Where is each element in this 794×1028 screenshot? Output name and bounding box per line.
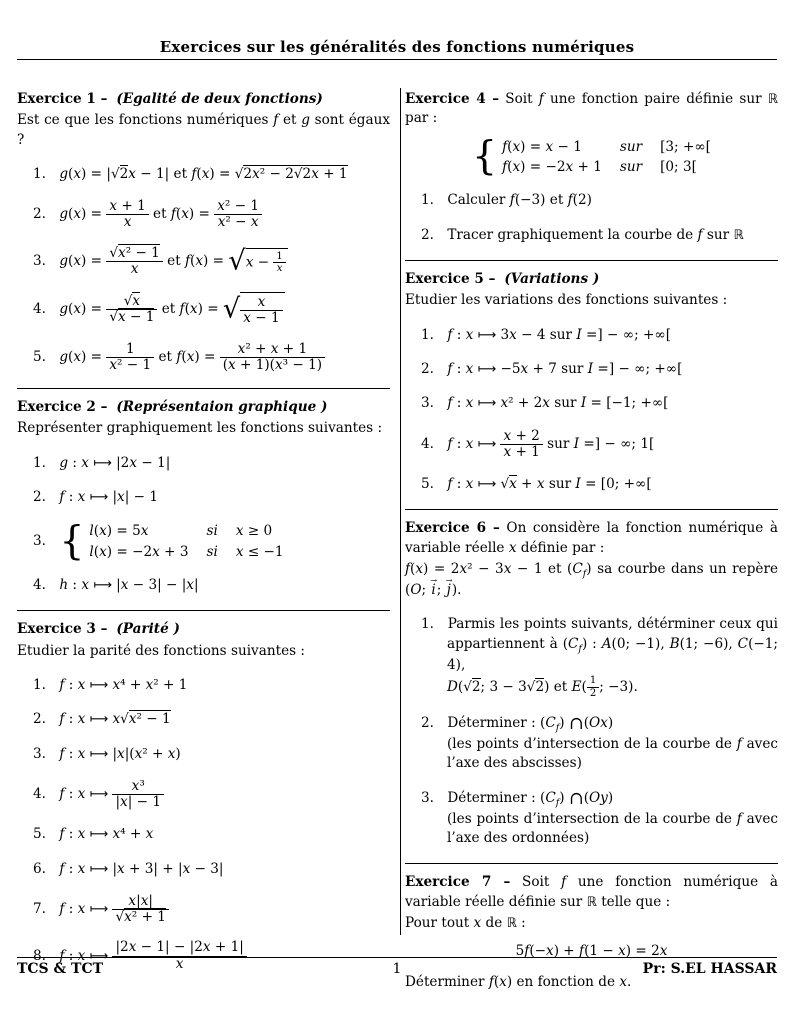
- list-item: [33, 199, 390, 230]
- footer-class-label: TCS & TCT: [17, 961, 104, 977]
- item-content: f : x ⟼ $\frac{x + 2}{x + 1}$ sur I =] − ∞; 1[: [447, 427, 655, 460]
- item-number: 7.: [33, 901, 46, 918]
- item-content: { l(x) = 5x si x ≥ 0 l(x) = −2x + 3 si x ≤ −1: [59, 517, 284, 564]
- list-item: [33, 246, 390, 277]
- item-content: f : x ⟼ 3x − 4 sur I =] − ∞; +∞[: [447, 326, 672, 343]
- centered-math: { f(x) = x − 1 sur [3; +∞[ f(x) = −2x + 1 sur [0; 3[: [472, 133, 711, 180]
- item-content: f : x ⟼ |x| − 1: [59, 488, 158, 505]
- item-number: 3.: [33, 745, 46, 762]
- item-content: f : x ⟼ $\frac{x|x|}{\text{√x² + 1}}$: [55, 901, 169, 917]
- list-item: [421, 615, 778, 698]
- exercise-subtitle: (Egalité de deux fonctions): [116, 91, 323, 107]
- item-number: 4.: [33, 786, 46, 803]
- item-list: [405, 191, 778, 245]
- paragraph: Etudier la parité des fonctions suivantes :: [17, 642, 305, 659]
- left-column: [17, 90, 390, 987]
- list-item: [33, 488, 390, 507]
- list-item: [33, 576, 390, 595]
- exercise-lead-text: Soit f une fonction paire définie sur ℝ par :: [405, 91, 778, 127]
- item-number: 2.: [421, 360, 434, 377]
- exercice-1: [17, 90, 390, 373]
- list-item: [421, 360, 778, 379]
- item-number: 2.: [421, 226, 434, 243]
- item-list: [405, 326, 778, 495]
- paragraph: Est ce que les fonctions numériques f et g sont égaux ?: [17, 112, 390, 148]
- item-content: f : x ⟼ x√x² − 1: [59, 711, 171, 728]
- item-content: f : x ⟼ $\frac{\text{x³}}{|x| - 1}$: [55, 786, 164, 802]
- item-number: 5.: [33, 348, 46, 365]
- list-item: [421, 789, 778, 849]
- item-number: 2.: [33, 488, 46, 505]
- column-divider-line: [400, 88, 401, 935]
- item-content: g : x ⟼ |2x − 1|: [59, 454, 171, 471]
- exercice-6: [405, 519, 778, 848]
- list-item: [33, 860, 390, 879]
- section-divider: [405, 260, 778, 261]
- exercice-2: [17, 398, 390, 595]
- item-list: [405, 615, 778, 848]
- list-item: [421, 394, 778, 413]
- item-number: 1.: [421, 326, 434, 343]
- exercice-3: [17, 620, 390, 972]
- list-item: [421, 226, 778, 245]
- list-item: [421, 429, 778, 460]
- paragraph: Déterminer f(x) en fonction de x.: [405, 973, 632, 990]
- item-content: Déterminer : $(C_f)$ ∩(Ox) (les points d’intersection de la courbe de f avec l’axe des abscisses): [443, 713, 779, 772]
- paragraph: Pour tout x de ℝ :: [405, 915, 526, 932]
- section-divider: [17, 610, 390, 611]
- item-content: Calculer f(−3) et f(2): [443, 192, 592, 209]
- footer-rule: [17, 957, 777, 958]
- exercise-lead: [405, 873, 778, 912]
- exercise-subtitle: (Parité ): [116, 621, 180, 638]
- item-list: [17, 676, 390, 972]
- item-content: f : x ⟼ $\frac{|2x - 1| - |2x + 1|}{x}$: [55, 948, 247, 964]
- item-content: Tracer graphiquement la courbe de f sur ℝ: [443, 226, 744, 243]
- item-list: [17, 165, 390, 373]
- item-number: 6.: [33, 860, 46, 877]
- section-divider: [405, 509, 778, 510]
- list-item: [33, 894, 390, 925]
- exercise-subtitle: (Variations ): [504, 270, 600, 287]
- right-column: [405, 90, 778, 996]
- exercise-lead: [17, 90, 390, 109]
- item-number: 1.: [421, 192, 434, 209]
- item-content: f : x ⟼ x⁴ + x² + 1: [59, 676, 188, 693]
- list-item: [33, 454, 390, 473]
- footer-page-number: 1: [392, 961, 402, 977]
- item-number: 2.: [33, 711, 46, 728]
- exercise-lead: [405, 90, 778, 129]
- item-number: 5.: [33, 826, 46, 843]
- centered-math: 5f(−x) + f(1 − x) = 2x: [515, 943, 668, 960]
- exercise-subtitle: (Représentaion graphique ): [116, 398, 328, 415]
- footer-author: Pr: S.EL HASSAR: [642, 961, 777, 977]
- exercise-lead: [405, 270, 778, 289]
- exercise-lead-text: On considère la fonction numérique à variable réelle x définie par :: [405, 520, 778, 556]
- item-list: [17, 454, 390, 596]
- item-content: g(x) = $\frac{1}{\text{x² − 1}}$ et f(x) = $\frac{\text{x² + x + 1}}{\text{(x + 1)(x³ − 1)}}$: [55, 349, 325, 365]
- paragraph: Etudier les variations des fonctions suivantes :: [405, 292, 728, 309]
- list-item: [421, 714, 778, 774]
- item-content: g(x) = |√2x − 1| et f(x) = √2x² − 2√2x + 1: [59, 165, 348, 182]
- item-content: Parmis les points suivants, détérminer ceux qui appartiennent à $(C_f)$ : A(0; −1), B(1; −6), C(−1; 4), D(√2; 3 − 3√2) et E( $\frac{1}{2}$ ; −3).: [443, 616, 778, 699]
- item-number: 1.: [33, 676, 46, 693]
- item-number: 1.: [33, 165, 46, 182]
- item-content: f : x ⟼ |x + 3| + |x − 3|: [59, 860, 224, 877]
- list-item: [33, 165, 390, 184]
- item-number: 4.: [421, 435, 434, 452]
- item-content: f : x ⟼ |x|(x² + x): [59, 745, 181, 762]
- exercise-lead: [405, 519, 778, 558]
- list-item: [421, 191, 778, 210]
- exercise-heading: Exercice 4 –: [405, 91, 500, 107]
- item-content: g(x) = $\frac{√x}{√x - 1}$ et f(x) = √ $\frac{x}{x - 1}$: [55, 301, 285, 317]
- list-item: [33, 676, 390, 695]
- exercise-lead: [17, 620, 390, 639]
- item-content: Déterminer : $(C_f)$ ∩(Oy) (les points d’intersection de la courbe de f avec l’axe des ordonnées): [443, 788, 779, 847]
- page-title: Exercices sur les généralités des fonctions numériques: [159, 38, 635, 56]
- list-item: [33, 517, 390, 564]
- paragraph: f(x) = 2x² − 3x − 1 et $(C_f)$ sa courbe dans un repère (O; i →; j →).: [405, 560, 778, 601]
- item-content: g(x) = $\frac{\text{√x² − 1}}{x}$ et f(x) = √x − $\frac{1}{x}$: [55, 253, 288, 269]
- item-number: 5.: [421, 476, 434, 493]
- list-item: [421, 475, 778, 494]
- item-content: f : x ⟼ −5x + 7 sur I =] − ∞; +∞[: [447, 360, 683, 377]
- item-content: f : x ⟼ x² + 2x sur I = [−1; +∞[: [447, 395, 669, 412]
- item-number: 3.: [33, 252, 46, 269]
- item-content: f : x ⟼ √x + x sur I = [0; +∞[: [447, 476, 652, 493]
- exercise-lead: [17, 398, 390, 417]
- item-number: 2.: [421, 714, 434, 731]
- list-item: [33, 292, 390, 326]
- list-item: [33, 342, 390, 373]
- exercise-lead-text: Soit f une fonction numérique à variable réelle définie sur ℝ telle que :: [405, 874, 778, 910]
- item-number: 3.: [33, 533, 46, 550]
- item-number: 3.: [421, 789, 434, 806]
- item-number: 3.: [421, 395, 434, 412]
- item-number: 4.: [33, 576, 46, 593]
- item-content: g(x) = $\frac{x + 1}{x}$ et f(x) = $\frac{\text{x² − 1}}{\text{x² − x}}$: [55, 206, 262, 222]
- item-number: 2.: [33, 206, 46, 223]
- item-content: h : x ⟼ |x − 3| − |x|: [59, 576, 199, 593]
- exercise-heading: Exercice 2 –: [17, 398, 108, 415]
- item-number: 8.: [33, 947, 46, 964]
- list-item: [33, 779, 390, 810]
- exercise-heading: Exercice 7 –: [405, 874, 511, 891]
- section-divider: [17, 388, 390, 389]
- section-divider: [405, 863, 778, 864]
- exercise-heading: Exercice 1 –: [17, 91, 108, 107]
- list-item: [33, 710, 390, 729]
- exercise-heading: Exercice 5 –: [405, 270, 496, 287]
- item-number: 1.: [33, 454, 46, 471]
- exercice-5: [405, 270, 778, 494]
- exercice-4: [405, 90, 778, 245]
- exercise-heading: Exercice 3 –: [17, 621, 108, 638]
- paragraph: Représenter graphiquement les fonctions suivantes :: [17, 420, 383, 437]
- list-item: [33, 745, 390, 764]
- item-content: f : x ⟼ x⁴ + x: [59, 826, 154, 843]
- list-item: [33, 825, 390, 844]
- list-item: [421, 326, 778, 345]
- item-number: 1.: [421, 616, 434, 633]
- title-rule: [17, 59, 777, 60]
- exercise-heading: Exercice 6 –: [405, 520, 500, 537]
- item-number: 4.: [33, 300, 46, 317]
